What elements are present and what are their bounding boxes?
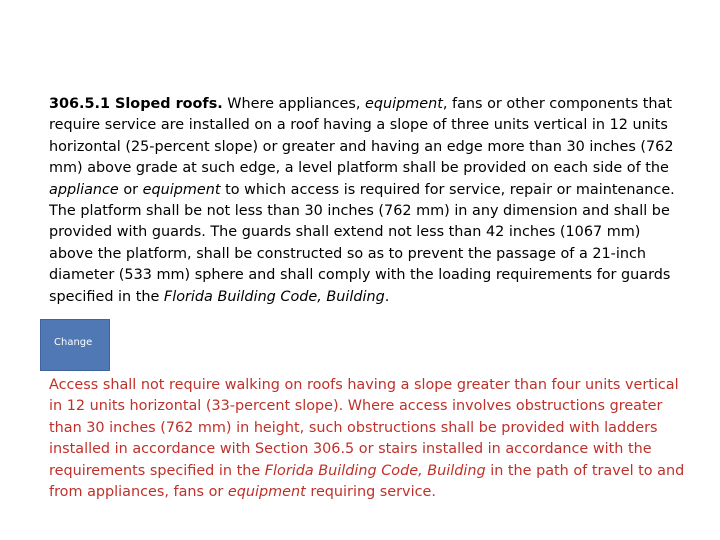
section-text-segment: , fans or other components that require service are installed on a roof having a slope of three units vertical in 12 units horizontal (25-percent slope) or greater and having an edge more than 30 inches (762 mm) above grade at such edge, a level platform shall be provided on each side of the xyxy=(49,96,674,177)
change-text-segment: requiring service. xyxy=(305,484,436,501)
change-paragraph xyxy=(49,375,689,503)
section-heading: 306.5.1 Sloped roofs. xyxy=(49,96,223,112)
section-306-5-1-paragraph xyxy=(49,94,689,308)
change-badge-label: Change xyxy=(54,337,93,348)
section-italic-term: equipment xyxy=(364,96,443,112)
change-italic-term: equipment xyxy=(227,484,306,501)
section-text-segment: to which access is required for service, repair or maintenance. The platform shall be not less than 30 inches (762 mm) in any dimension and shall be provided with guards. The guards shall extend not less than 42 inches (1067 mm) above the platform, shall be constructed so as to prevent the passage of a 21-inch diameter (533 mm) sphere and shall comply with the loading requirements for guards specified in the xyxy=(49,181,675,305)
change-italic-reference: Florida Building Code, Building xyxy=(264,462,486,479)
change-badge xyxy=(40,319,110,371)
section-text-segment: . xyxy=(384,288,390,305)
section-italic-term: equipment xyxy=(142,181,221,198)
change-text-segment: Access shall not require walking on roofs having a slope greater than four units vertical in 12 units horizontal (33-percent slope). Where access involves obstructions greater than 30 inches (762 mm) in height, such obstructions shall be provided with ladders installed in accordance with Section 306.5 or stairs installed in accordance with the requirements specified in the xyxy=(49,377,679,479)
section-text-segment: or xyxy=(118,181,143,198)
section-italic-term: appliance xyxy=(49,181,119,198)
section-text-segment: Where appliances, xyxy=(222,96,365,112)
change-text-segment: in the path of travel to and from appliances, fans or xyxy=(49,462,685,501)
section-italic-reference: Florida Building Code, Building xyxy=(163,288,385,305)
